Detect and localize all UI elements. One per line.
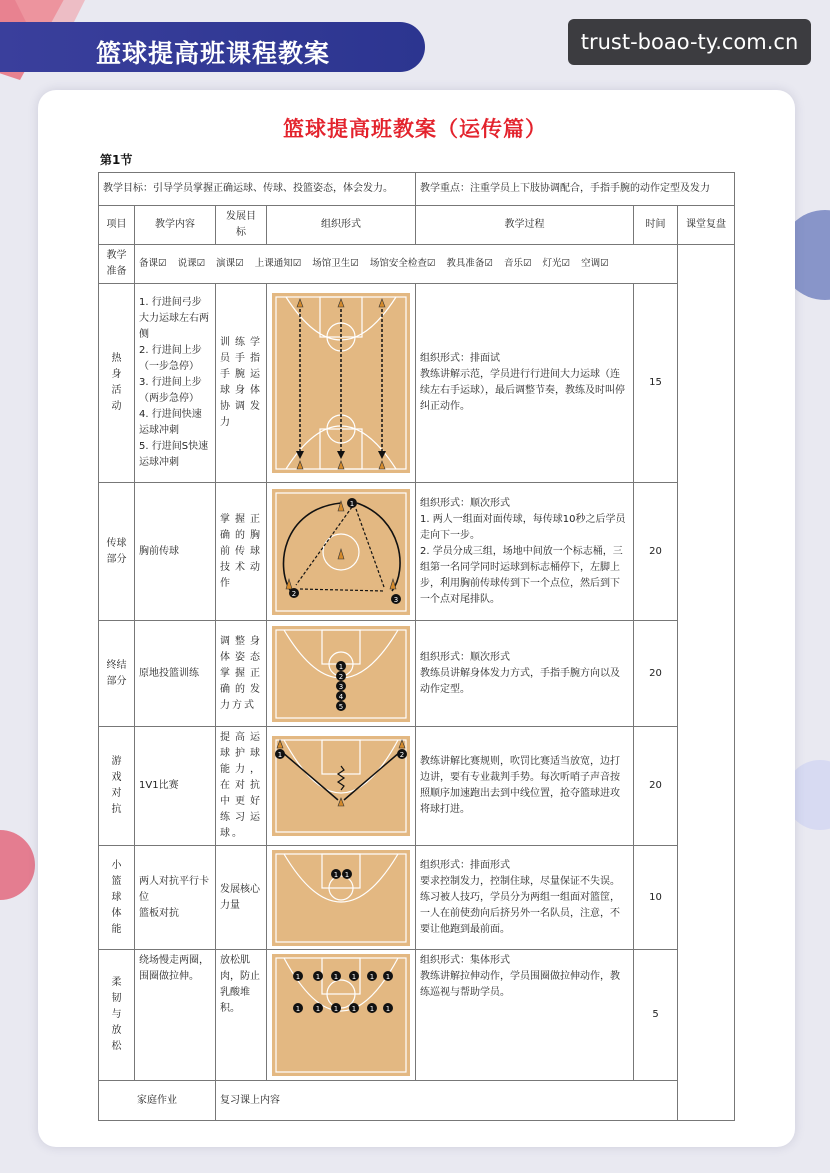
item-cell <box>99 727 135 846</box>
process-line: 教练讲解比赛规则，吹罚比赛适当放宽，边打边讲，要有专业裁判手势。每次听哨子声音按照顺序加速跑出去到中线位置，抢夺篮球进攻将球打进。 <box>420 756 620 815</box>
item-cell <box>99 621 135 727</box>
prep-item: 音乐☑ <box>503 258 532 270</box>
header-row <box>99 206 735 245</box>
process-line: 组织形式：顺次形式 <box>420 497 510 509</box>
process-cell <box>416 846 634 950</box>
player-label: 1 <box>333 973 339 981</box>
content-line: 两人对抗平行卡位 <box>139 875 209 903</box>
process-line: 教练讲解拉伸动作，学员围圈做拉伸动作，教练巡视与帮助学员。 <box>420 971 620 998</box>
process-cell <box>416 483 634 621</box>
item-char: 游 <box>111 756 122 767</box>
player-label: 1 <box>333 1005 339 1013</box>
stretch-row <box>99 950 735 1081</box>
prep-label-2: 准备 <box>106 266 127 277</box>
format-cell <box>267 950 416 1081</box>
player-label: 1 <box>344 870 350 879</box>
warmup-row <box>99 284 735 483</box>
col-format: 组织形式 <box>267 206 416 245</box>
prep-item: 灯光☑ <box>542 258 571 270</box>
content-cell <box>135 950 216 1081</box>
prep-label <box>99 245 135 284</box>
goal-cell: 训练学员手指手腕运球身体协调发力 <box>216 284 267 483</box>
decorative-circle <box>0 830 35 900</box>
content-cell <box>135 483 216 621</box>
player-label: 1 <box>295 1005 301 1013</box>
time-cell: 20 <box>634 727 678 846</box>
item-cell <box>99 950 135 1081</box>
prep-label-1: 教学 <box>106 250 127 261</box>
content-line: 篮板对抗 <box>139 907 179 919</box>
content-line: 5. 行进间S快速运球冲刺 <box>139 441 209 468</box>
col-content: 教学内容 <box>135 206 216 245</box>
time-cell: 10 <box>634 846 678 950</box>
player-label: 1 <box>351 973 357 981</box>
item-char: 能 <box>111 923 122 935</box>
player-label: 1 <box>315 1005 321 1013</box>
prep-item: 空调☑ <box>581 258 609 270</box>
item-char: 部分 <box>106 553 127 565</box>
format-cell <box>267 621 416 727</box>
col-process: 教学过程 <box>416 206 634 245</box>
process-line: 要求控制发力，控制住球，尽量保证不失误。练习被人技巧，学员分为两组一组面对篮筐，一人在前使劲向后挤另外一名队员，注意，不要让他跑到最前面。 <box>420 875 620 935</box>
item-cell <box>99 483 135 621</box>
item-char: 篮 <box>111 875 122 887</box>
col-goal-line1: 发展目 <box>226 211 256 222</box>
player-label: 1 <box>385 1005 391 1013</box>
content-line: 1V1比赛 <box>139 780 179 791</box>
player-label: 1 <box>338 662 344 671</box>
court-diagram-shooting <box>272 626 410 722</box>
col-goal <box>216 206 267 245</box>
player-label: 2 <box>338 672 344 681</box>
game-row <box>99 727 735 846</box>
homework-row <box>99 1081 735 1121</box>
goal-cell: 提高运球护球能力，在对抗中更好练习运球。 <box>216 727 267 846</box>
court-diagram-warmup <box>272 293 410 473</box>
player-label: 2 <box>399 751 405 759</box>
process-cell <box>416 727 634 846</box>
court-diagram-stretch <box>272 954 410 1076</box>
teaching-key-point: 教学重点：注重学员上下肢协调配合，手指手腕的动作定型及发力 <box>416 173 735 206</box>
col-item: 项目 <box>99 206 135 245</box>
teaching-objective: 教学目标：引导学员掌握正确运球、传球、投篮姿态，体会发力。 <box>99 173 416 206</box>
player-label: 1 <box>277 751 283 759</box>
watermark: trust-boao-ty.com.cn <box>568 19 811 65</box>
item-char: 热 <box>111 353 122 364</box>
content-line: 2. 行进间上步（一步急停） <box>139 345 202 372</box>
item-char: 部分 <box>106 675 127 687</box>
format-cell <box>267 483 416 621</box>
court-diagram-core <box>272 850 410 946</box>
prep-item: 演课☑ <box>216 258 244 270</box>
lesson-plan-table <box>98 172 735 1121</box>
goal-cell: 掌握正确的胸前传球技术动作 <box>216 483 267 621</box>
prep-item: 上课通知☑ <box>254 258 302 270</box>
content-line: 绕场慢走两圈，围圈做拉伸。 <box>139 955 209 982</box>
item-char: 抗 <box>111 804 122 815</box>
player-label: 4 <box>338 692 344 701</box>
time-cell: 5 <box>634 950 678 1081</box>
prep-item: 场馆安全检查☑ <box>369 258 436 270</box>
item-char: 身 <box>111 369 122 380</box>
item-char: 松 <box>111 1041 122 1052</box>
objective-row <box>99 173 735 206</box>
player-label: 1 <box>315 973 321 981</box>
prep-item: 场馆卫生☑ <box>312 258 359 270</box>
player-label: 5 <box>338 702 344 711</box>
process-line: 2. 学员分成三组，场地中间放一个标志桶，三组第一名同学同时运球到标志桶停下，左脚上步，利用胸前传球传到下一个点位，然后到下一个点对尾排队。 <box>420 545 623 605</box>
process-line: 教练讲解示范，学员进行行进间大力运球（连续左右手运球），最后调整节奏，教练及时叫停纠正动作。 <box>420 369 625 412</box>
format-cell <box>267 727 416 846</box>
item-cell <box>99 284 135 483</box>
item-char: 韧 <box>111 993 122 1004</box>
player-label: 3 <box>393 595 399 604</box>
col-time: 时间 <box>634 206 678 245</box>
item-char: 终结 <box>106 659 127 671</box>
process-line: 组织形式：集体形式 <box>420 955 510 966</box>
content-line: 3. 行进间上步（两步急停） <box>139 377 202 404</box>
goal-cell: 调整身体姿态掌握正确的发力方式 <box>216 621 267 727</box>
prep-checklist <box>135 245 678 284</box>
player-label: 1 <box>295 973 301 981</box>
content-line: 1. 行进间弓步大力运球左右两侧 <box>139 297 209 340</box>
prep-item: 教具准备☑ <box>446 258 493 270</box>
player-label: 1 <box>369 973 375 981</box>
header-title: 篮球提高班课程教案 <box>96 39 331 68</box>
homework-value: 复习课上内容 <box>216 1081 678 1121</box>
court-diagram-passing <box>272 489 410 615</box>
goal-cell: 发展核心力量 <box>216 846 267 950</box>
item-char: 放 <box>111 1025 122 1036</box>
col-review: 课堂复盘 <box>678 206 735 245</box>
process-line: 教练员讲解身体发力方式，手指手腕方向以及动作定型。 <box>420 667 620 695</box>
item-char: 柔 <box>111 977 122 988</box>
content-cell <box>135 727 216 846</box>
item-char: 传球 <box>106 537 127 549</box>
process-cell <box>416 621 634 727</box>
item-char: 球 <box>111 891 122 903</box>
court-diagram-game <box>272 736 410 836</box>
item-char: 与 <box>111 1009 122 1020</box>
content-line: 4. 行进间快速运球冲刺 <box>139 409 202 436</box>
process-cell <box>416 284 634 483</box>
process-line: 组织形式：排面形式 <box>420 859 510 871</box>
item-char: 体 <box>111 907 122 919</box>
content-cell <box>135 621 216 727</box>
process-line: 1. 两人一组面对面传球，每传球10秒之后学员走向下一步。 <box>420 513 626 541</box>
document-title: 篮球提高班教案（运传篇） <box>283 117 547 141</box>
prep-item: 说课☑ <box>177 258 206 270</box>
player-label: 3 <box>338 682 344 691</box>
player-label: 1 <box>333 870 339 879</box>
finishing-row <box>99 621 735 727</box>
section-label: 第1节 <box>100 153 133 167</box>
time-cell: 15 <box>634 284 678 483</box>
item-char: 活 <box>111 385 122 396</box>
col-goal-line2: 标 <box>236 227 246 238</box>
time-cell: 20 <box>634 483 678 621</box>
time-cell: 20 <box>634 621 678 727</box>
player-label: 1 <box>369 1005 375 1013</box>
format-cell <box>267 284 416 483</box>
prep-item: 备课☑ <box>139 258 167 270</box>
format-cell <box>267 846 416 950</box>
core-row <box>99 846 735 950</box>
content-cell <box>135 284 216 483</box>
player-label: 1 <box>385 973 391 981</box>
content-cell <box>135 846 216 950</box>
goal-cell: 放松肌肉，防止乳酸堆积。 <box>216 950 267 1081</box>
prep-row <box>99 245 735 284</box>
player-label: 2 <box>291 589 297 598</box>
content-line: 原地投篮训练 <box>139 667 199 679</box>
item-char: 对 <box>111 788 122 799</box>
process-cell <box>416 950 634 1081</box>
review-cell <box>678 245 735 1121</box>
passing-row <box>99 483 735 621</box>
process-line: 组织形式：排面试 <box>420 353 500 364</box>
item-char: 戏 <box>111 772 122 783</box>
item-char: 小 <box>111 859 122 871</box>
player-label: 1 <box>349 499 355 508</box>
player-label: 1 <box>351 1005 357 1013</box>
item-cell <box>99 846 135 950</box>
content-line: 胸前传球 <box>139 545 179 557</box>
process-line: 组织形式：顺次形式 <box>420 651 510 663</box>
item-char: 动 <box>111 401 122 412</box>
homework-label: 家庭作业 <box>99 1081 216 1121</box>
